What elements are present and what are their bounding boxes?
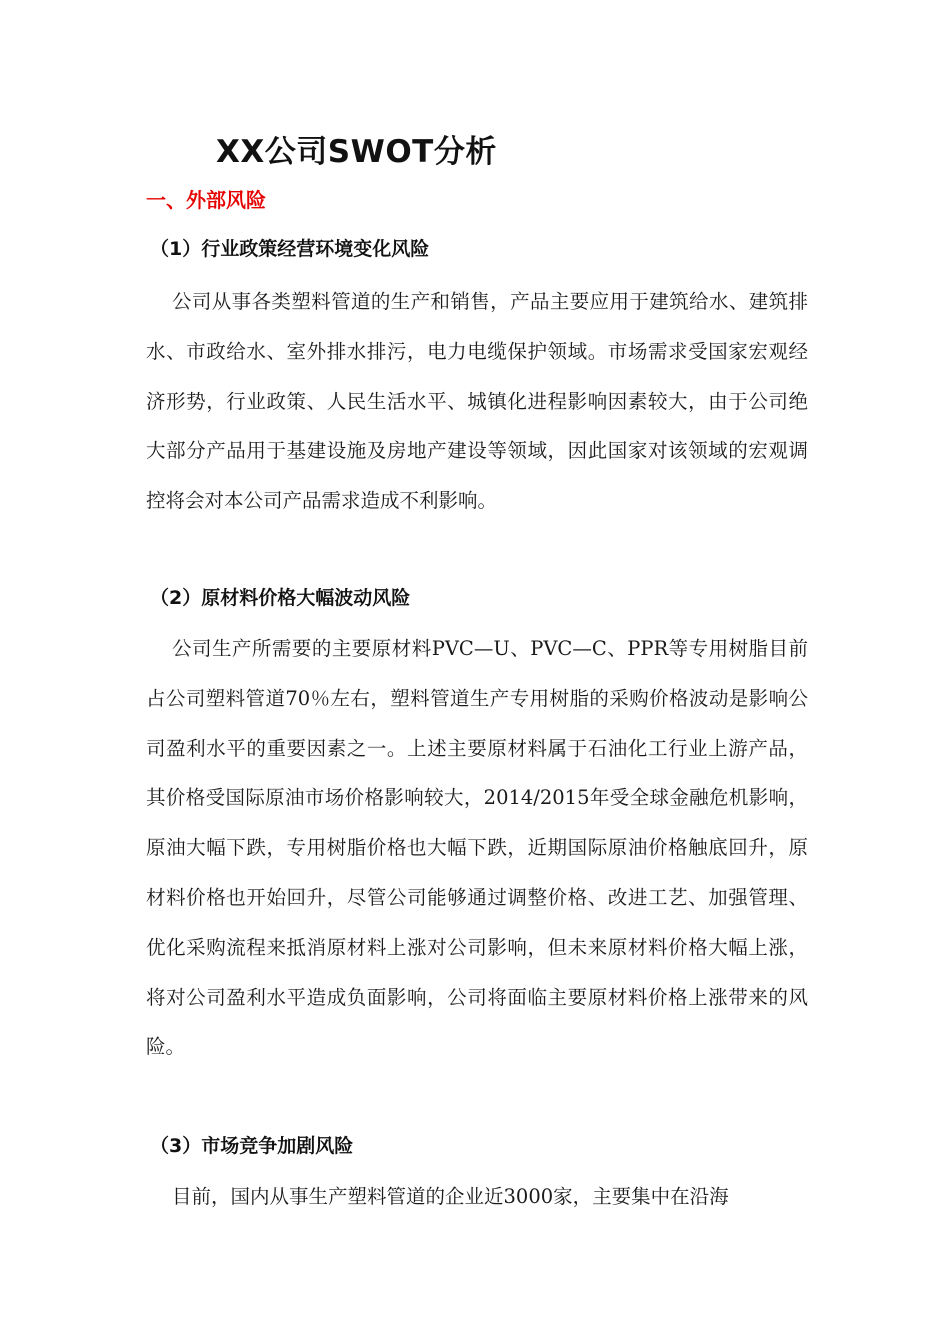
document-title: XX公司SWOT分析 bbox=[216, 134, 497, 170]
paragraph-policy-risk: 公司从事各类塑料管道的生产和销售，产品主要应用于建筑给水、建筑排水、市政给水、室外排水排污，电力电缆保护领域。市场需求受国家宏观经济形势，行业政策、人民生活水平、城镇化进程影响因素较大，由于公司绝大部分产品用于基建设施及房地产建设等领域，因此国家对该领域的宏观调控将会对本公司产品需求造成不利影响。 bbox=[146, 290, 808, 513]
subheading-competition-risk: （3）市场竞争加剧风险 bbox=[150, 1135, 354, 1157]
section-heading-external-risk: 一、外部风险 bbox=[146, 188, 266, 212]
paragraph-competition-risk: 目前，国内从事生产塑料管道的企业近3000家，主要集中在沿海 bbox=[172, 1185, 729, 1208]
paragraph-raw-material-risk: 公司生产所需要的主要原材料PVC—U、PVC—C、PPR等专用树脂目前占公司塑料管道70％左右，塑料管道生产专用树脂的采购价格波动是影响公司盈利水平的重要因素之一。上述主要原材料属于石油化工行业上游产品，其价格受国际原油市场价格影响较大，2014/2015年受全球金融危机影响，原油大幅下跌，专用树脂价格也大幅下跌，近期国际原油价格触底回升，原材料价格也开始回升，尽管公司能够通过调整价格、改进工艺、加强管理、优化采购流程来抵消原材料上涨对公司影响，但未来原材料价格大幅上涨，将对公司盈利水平造成负面影响，公司将面临主要原材料价格上涨带来的风险。 bbox=[146, 637, 808, 1059]
subheading-policy-risk: （1）行业政策经营环境变化风险 bbox=[150, 238, 430, 260]
subheading-raw-material-risk: （2）原材料价格大幅波动风险 bbox=[150, 587, 411, 609]
